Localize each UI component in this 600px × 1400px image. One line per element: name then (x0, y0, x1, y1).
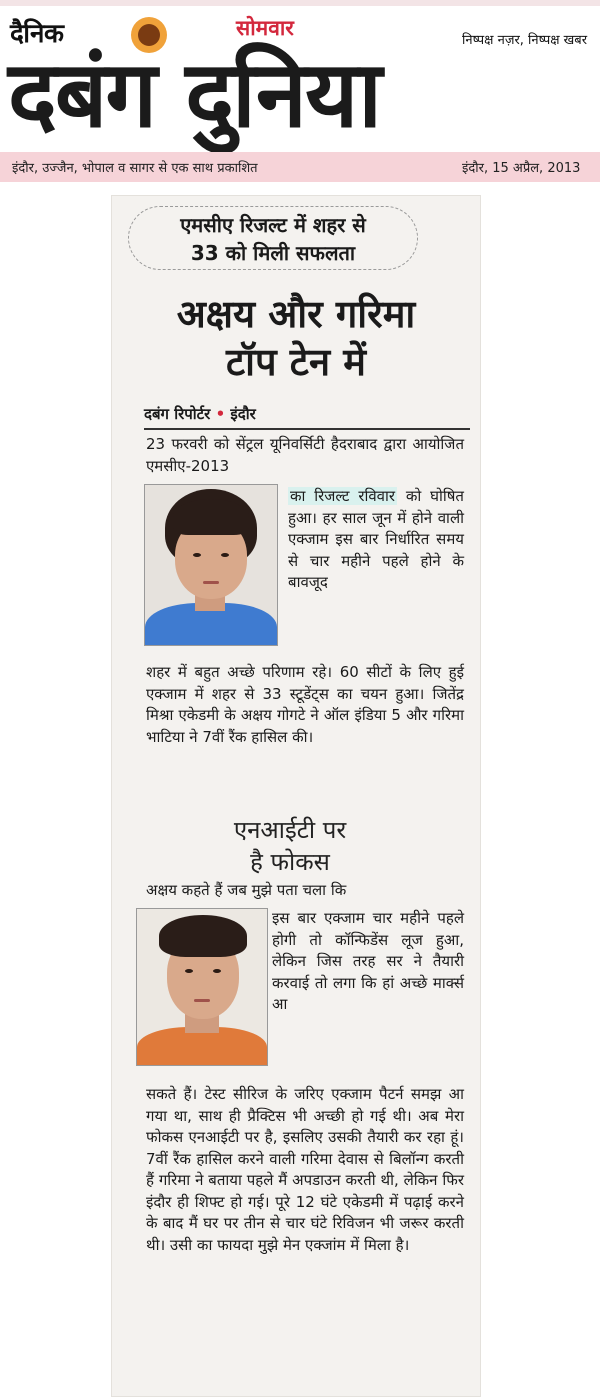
byline (144, 404, 256, 424)
paragraph-results: शहर में बहुत अच्छे परिणाम रहे। 60 सीटों के लिए हुई एक्जाम में शहर से 33 स्टूडेंट्स का चयन हुआ। जितेंद्र मिश्रा एकेडमी के अक्षय गोगटे ने ऑल इंडिया 5 और गरिमा भाटिया ने 7वीं रैंक हासिल की। (146, 663, 464, 746)
edition-cities: इंदौर, उज्जैन, भोपाल व सागर से एक साथ प्रकाशित (12, 161, 258, 176)
photo-akshay (136, 908, 268, 1066)
paragraph-side-2: इस बार एक्जाम चार महीने पहले होगी तो कॉन्फिडेंस लूज हुआ, लेकिन जिस तरह सर ने तैयारी करवाई तो लगा कि हां अच्छे मार्क्स आ (272, 909, 464, 1013)
paragraph-quote-end: सकते हैं। टेस्ट सीरिज के जरिए एक्जाम पैटर्न समझ आ गया था, साथ ही प्रैक्टिस भी अच्छी हो गई थी। अब मेरा फोकस एनआईटी पर है, इसलिए उसकी तैयारी कर रहा हूं। 7वीं रैंक हासिल करने वाली गरिमा देवास से बिलॉन्ग करती हैं गरिमा ने बताया पहले मैं अपडाउन करती थी, लेकिन फिर इंदौर ही शिफ्ट हो गई। पूरे 12 घंटे एकेडमी में पढ़ाई करने के बाद मैं घर पर तीन से चार घंटे रिविजन भी जरूर करती थी। उसी का फायदा मुझे मेन एक्जांम में मिला है। (146, 1085, 464, 1254)
kicker-line-1: एमसीए रिजल्ट में शहर से (180, 213, 366, 237)
paragraph-side-1-text: को घोषित हुआ। हर साल जून में होने वाली एक्जाम इस बार निर्धारित समय से चार महीने पहले होने के बावजूद (288, 487, 464, 591)
byline-separator: • (215, 405, 226, 423)
kicker-line-2: 33 को मिली सफलता (190, 241, 356, 265)
newspaper-masthead (0, 0, 600, 186)
paragraph-intro: 23 फरवरी को सेंट्रल यूनिवर्सिटी हैदराबाद द्वारा आयोजित एमसीए-2013 (146, 435, 464, 475)
subhead-line-2: है फोकस (250, 848, 330, 876)
byline-rule (144, 428, 470, 430)
headline-line-2: टॉप टेन में (225, 340, 366, 384)
top-rule (0, 0, 600, 6)
headline-line-1: अक्षय और गरिमा (176, 292, 416, 336)
tagline: निष्पक्ष नज़र, निष्पक्ष खबर (462, 33, 588, 48)
article-kicker (128, 206, 418, 270)
byline-author: दबंग रिपोर्टर (144, 405, 211, 423)
highlighted-phrase: का रिजल्ट रविवार (290, 487, 396, 505)
edition-date: इंदौर, 15 अप्रैल, 2013 (462, 161, 581, 176)
section-subhead (160, 814, 420, 878)
photo-garima (144, 484, 278, 646)
subhead-line-1: एनआईटी पर (233, 816, 347, 844)
article-headline (118, 290, 474, 386)
paragraph-side-1 (288, 486, 464, 594)
paragraph-quote-start: अक्षय कहते हैं जब मुझे पता चला कि (146, 881, 347, 899)
byline-city: इंदौर (230, 405, 256, 423)
weekday-label: सोमवार (236, 16, 294, 40)
newspaper-name: दबंग दुनिया (8, 41, 381, 148)
brand-prefix: दैनिक (10, 19, 64, 49)
